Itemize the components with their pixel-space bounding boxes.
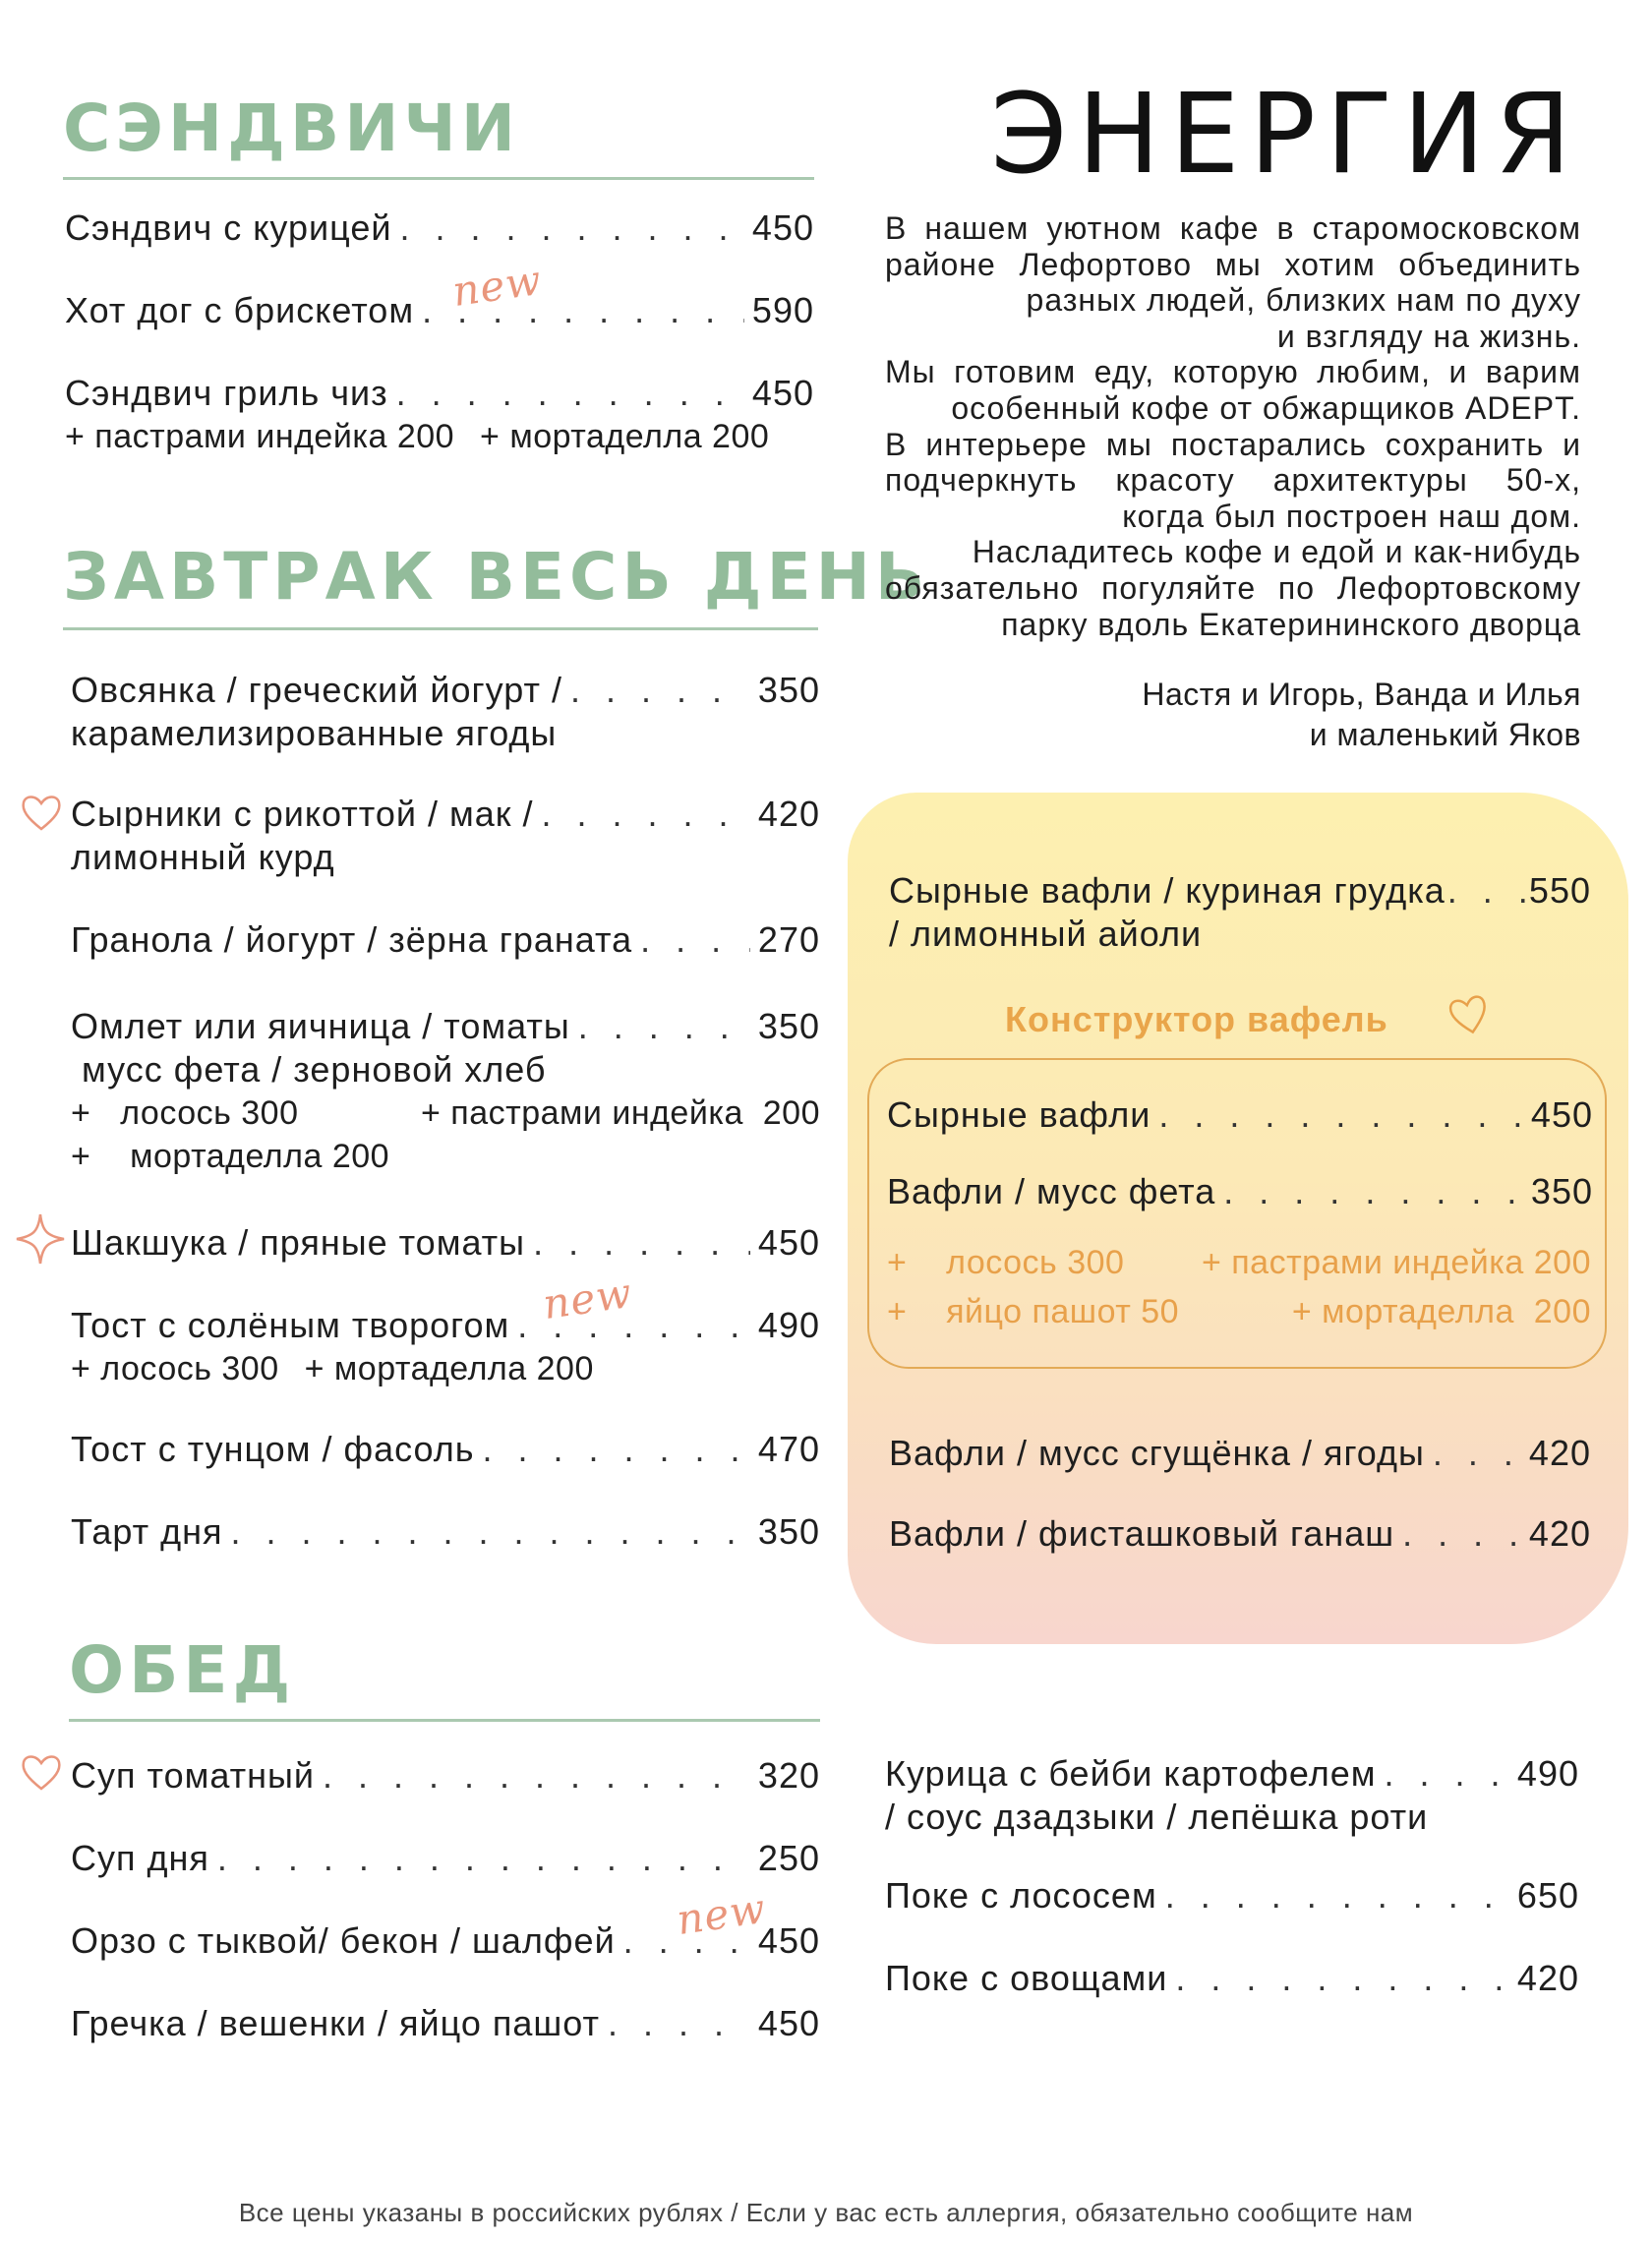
new-badge: new	[540, 1268, 635, 1329]
menu-item	[71, 2002, 820, 2045]
menu-item	[65, 289, 814, 332]
item-name: Поке с лососем	[885, 1875, 1157, 1916]
sparkle-icon	[14, 1211, 67, 1267]
menu-item	[65, 372, 814, 458]
new-badge: new	[449, 255, 545, 317]
item-name: Омлет или яичница / томаты	[71, 1006, 570, 1046]
item-price: 450	[751, 207, 814, 248]
item-price: 350	[757, 1511, 820, 1552]
item-price: 420	[1516, 1958, 1579, 1998]
item-description: мусс фета / зерновой хлеб	[71, 1049, 547, 1090]
item-name: Сэндвич гриль чиз	[65, 373, 388, 413]
item-name: Сырные вафли / куриная грудка	[889, 870, 1446, 911]
new-badge: new	[674, 1883, 769, 1945]
item-name: Тост с солёным творогом	[71, 1305, 510, 1345]
item-price: 320	[757, 1755, 820, 1796]
signature: Настя и Игорь, Ванда и Илья и маленький Яков	[1142, 677, 1581, 752]
item-price: 550	[1528, 870, 1591, 911]
section-divider	[69, 1719, 820, 1722]
item-name: Курица с бейби картофелем	[885, 1753, 1377, 1794]
item-name: Гречка / вешенки / яйцо пашот	[71, 2003, 600, 2043]
item-name: Сырники с рикоттой / мак /	[71, 794, 534, 834]
item-extras: + пастрами индейка 200 + мортаделла 200	[65, 418, 770, 455]
menu-item	[71, 793, 820, 879]
item-name: Вафли / мусс сгущёнка / ягоды	[889, 1433, 1425, 1473]
item-description: карамелизированные ягоды	[71, 713, 558, 753]
menu-item	[889, 1432, 1591, 1475]
heart-icon	[1447, 993, 1491, 1036]
menu-item	[885, 1752, 1579, 1839]
menu-item	[71, 1221, 820, 1265]
menu-item	[71, 1005, 820, 1178]
item-price: 450	[1530, 1094, 1593, 1135]
footer-note: Все цены указаны в российских рублях / Если у вас есть аллергия, обязательно сообщите нам	[238, 2198, 1414, 2227]
menu-item	[71, 1754, 820, 1798]
item-name: Тарт дня	[71, 1511, 223, 1552]
item-price: 650	[1516, 1875, 1579, 1916]
item-description: / соус дзадзыки / лепёшка роти	[885, 1797, 1429, 1837]
item-name: Вафли / мусс фета	[887, 1171, 1216, 1211]
item-name: Сырные вафли	[887, 1094, 1151, 1135]
brand-logo: ЭНЕРГИЯ	[990, 71, 1581, 199]
item-description: / лимонный айоли	[889, 914, 1203, 954]
constructor-extras: + лосось 300 + пастрами индейка 200 + яйцо пашот 50 + мортаделла 200	[887, 1244, 1591, 1330]
item-extras: + лосось 300 + пастрами индейка 200	[71, 1094, 820, 1132]
item-price: 490	[757, 1305, 820, 1345]
item-price: 490	[1516, 1753, 1579, 1794]
item-extras: + мортаделла 200	[71, 1138, 390, 1175]
item-name: Вафли / фисташковый ганаш	[889, 1513, 1395, 1554]
section-title-breakfast: ЗАВТРАК ВЕСЬ ДЕНЬ	[63, 539, 930, 615]
item-price: 450	[751, 373, 814, 413]
item-price: 350	[757, 670, 820, 710]
item-price: 270	[757, 919, 820, 960]
menu-item	[885, 1957, 1579, 2000]
item-name: Сэндвич с курицей	[65, 207, 392, 248]
section-divider	[63, 627, 818, 630]
item-name: Суп томатный	[71, 1755, 315, 1796]
menu-item	[71, 1510, 820, 1554]
menu-item	[71, 1428, 820, 1471]
item-price: 450	[757, 1920, 820, 1961]
menu-item	[887, 1170, 1593, 1213]
item-name: Хот дог с брискетом	[65, 290, 415, 330]
item-extras: + лосось 300 + мортаделла 200	[71, 1350, 594, 1387]
item-price: 350	[757, 1006, 820, 1046]
menu-item	[71, 1837, 820, 1880]
item-name: Гранола / йогурт / зёрна граната	[71, 919, 633, 960]
menu-item	[71, 1919, 820, 1963]
menu-item	[71, 1304, 820, 1390]
menu-item	[887, 1093, 1593, 1137]
menu-item	[889, 1512, 1591, 1556]
item-price: 450	[757, 2003, 820, 2043]
item-name: Овсянка / греческий йогурт /	[71, 670, 562, 710]
item-name: Тост с тунцом / фасоль	[71, 1429, 475, 1469]
menu-item	[885, 1874, 1579, 1917]
item-price: 250	[757, 1838, 820, 1878]
item-name: Шакшука / пряные томаты	[71, 1222, 526, 1263]
menu-item	[71, 918, 820, 962]
item-description: лимонный курд	[71, 837, 335, 877]
item-price: 470	[757, 1429, 820, 1469]
item-price: 450	[757, 1222, 820, 1263]
section-divider	[63, 177, 814, 180]
menu-item	[65, 206, 814, 250]
heart-icon	[20, 1752, 63, 1792]
menu-item	[71, 669, 820, 755]
item-price: 420	[757, 794, 820, 834]
about-text: В нашем уютном кафе в старомосковском районе Лефортово мы хотим объединить разных людей, близких нам по духу и взгляду на жизнь. Мы готовим еду, которую любим, и варим особенный кофе от обжарщиков ADEPT. В интерьере мы постарались сохранить и подчеркнуть красоту архитектуры 50-х, когда был построен наш дом. Насладитесь кофе и едой и как-нибудь обязательно погуляйте по Лефортовскому парку вдоль Екатерининского дворца	[885, 210, 1581, 642]
item-price: 420	[1528, 1513, 1591, 1554]
item-name: Суп дня	[71, 1838, 209, 1878]
item-name: Орзо с тыквой/ бекон / шалфей	[71, 1920, 616, 1961]
item-price: 420	[1528, 1433, 1591, 1473]
constructor-title: Конструктор вафель	[1005, 999, 1388, 1039]
section-title-lunch: ОБЕД	[69, 1632, 296, 1708]
item-price: 350	[1530, 1171, 1593, 1211]
section-title-sandwiches: СЭНДВИЧИ	[63, 90, 521, 166]
heart-icon	[20, 793, 63, 832]
menu-item	[889, 869, 1591, 956]
item-price: 590	[751, 290, 814, 330]
item-name: Поке с овощами	[885, 1958, 1168, 1998]
